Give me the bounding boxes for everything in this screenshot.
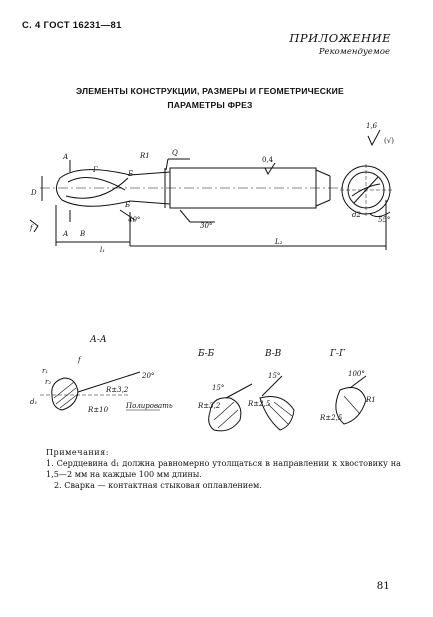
svg-text:Q: Q <box>172 149 178 157</box>
neck-bottom <box>130 201 170 204</box>
note-item-2: 2. Сварка — контактная стыковая оплавлением. <box>54 480 262 490</box>
appendix-subtitle: Рекомендуемое <box>318 47 390 57</box>
svg-text:r₂: r₂ <box>45 378 52 386</box>
svg-text:В: В <box>80 230 86 238</box>
svg-text:R1: R1 <box>366 396 376 404</box>
svg-text:R±2,5: R±2,5 <box>320 414 343 422</box>
svg-text:20°: 20° <box>142 372 155 380</box>
document-title-line-1: ЭЛЕМЕНТЫ КОНСТРУКЦИИ, РАЗМЕРЫ И ГЕОМЕТРИЧЕСКИЕ <box>76 86 344 96</box>
svg-text:d2: d2 <box>352 211 361 219</box>
roughness-check-icon <box>368 130 380 145</box>
taper-line-bottom <box>316 200 330 206</box>
svg-text:55°: 55° <box>378 216 391 224</box>
page-header: С. 4 ГОСТ 16231—81 <box>22 20 122 31</box>
svg-text:Г: Г <box>93 166 98 174</box>
document-title-line-2: ПАРАМЕТРЫ ФРЕЗ <box>167 100 253 110</box>
roughness-mark: (√) <box>384 137 394 145</box>
section-aa-shape <box>52 378 78 410</box>
appendix-title: ПРИЛОЖЕНИЕ <box>289 31 391 45</box>
svg-text:15°: 15° <box>268 372 281 380</box>
notes-block <box>46 447 401 491</box>
page-number: 81 <box>376 580 390 592</box>
section-title-vv: В-В <box>265 349 282 359</box>
svg-text:100°: 100° <box>348 370 365 378</box>
svg-text:R±3,2: R±3,2 <box>106 386 129 394</box>
svg-text:R±3,2: R±3,2 <box>198 402 221 410</box>
svg-text:Полировать: Полировать <box>126 402 173 410</box>
svg-text:l₁: l₁ <box>100 246 106 254</box>
notes-heading: Примечания: <box>46 447 110 457</box>
svg-text:f: f <box>78 356 81 364</box>
taper-line-top <box>316 170 330 176</box>
section-title-gg: Г-Г <box>330 349 345 359</box>
section-title-bb: Б-Б <box>198 349 215 359</box>
svg-text:30°: 30° <box>200 222 213 230</box>
svg-text:R±2,5: R±2,5 <box>248 400 271 408</box>
section-title-aa: А-А <box>90 335 107 345</box>
svg-text:Б: Б <box>128 170 134 178</box>
svg-text:А: А <box>63 230 69 238</box>
svg-text:40°: 40° <box>128 216 141 224</box>
svg-text:f: f <box>30 224 33 232</box>
svg-text:R1: R1 <box>140 152 150 160</box>
svg-text:d₁: d₁ <box>30 398 38 406</box>
svg-text:D: D <box>31 189 37 197</box>
note-item-1: 1. Сердцевина d₁ должна равномерно утолщаться в направлении к хвостовику на 1,5—2 мм на каждые 100 мм длины. <box>46 458 401 479</box>
svg-text:L₂: L₂ <box>275 238 283 246</box>
roughness-value: 1,6 <box>366 122 378 130</box>
neck-top <box>130 172 170 175</box>
svg-text:r₁: r₁ <box>42 367 49 375</box>
svg-text:0,4: 0,4 <box>262 156 274 164</box>
svg-text:15°: 15° <box>212 384 225 392</box>
svg-text:А: А <box>63 153 69 161</box>
svg-text:R±10: R±10 <box>88 406 109 414</box>
svg-text:Б: Б <box>125 201 131 209</box>
